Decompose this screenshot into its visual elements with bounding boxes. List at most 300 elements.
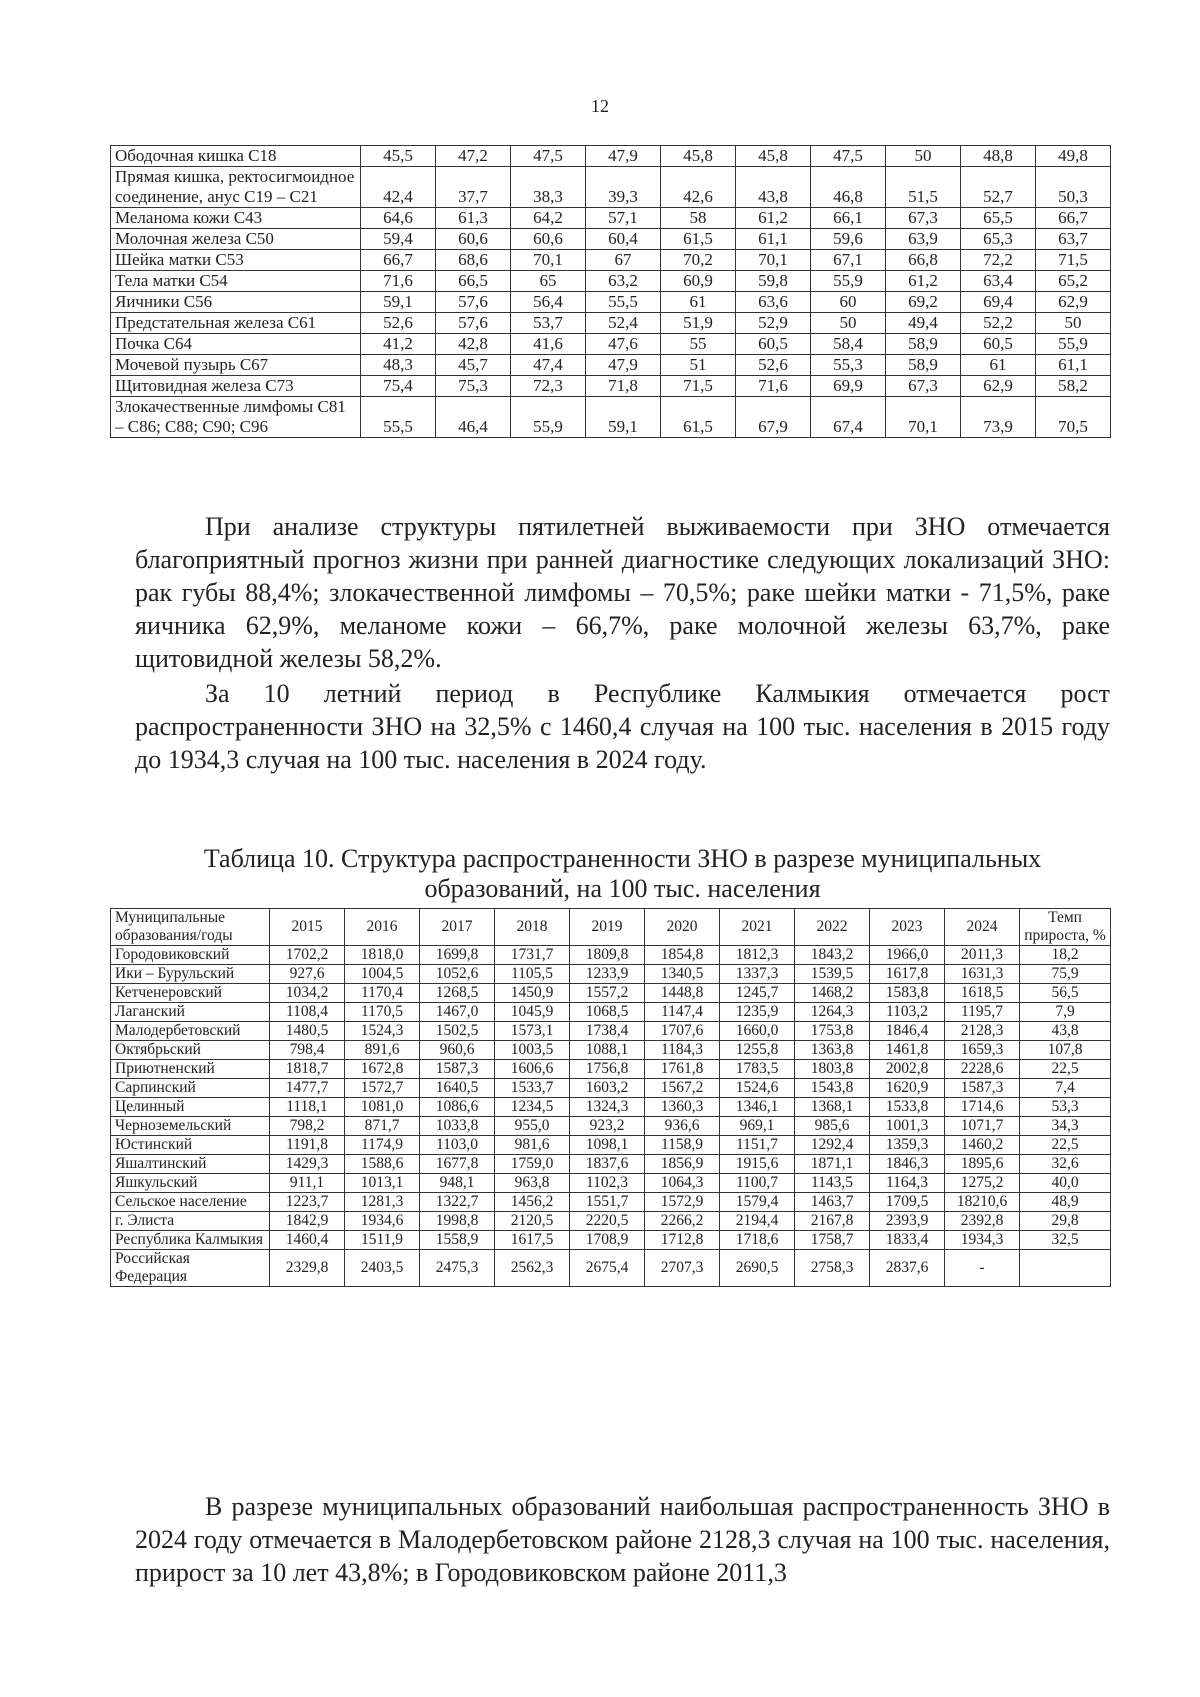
table-cell: 52,6: [361, 313, 436, 334]
table-cell: 1714,6: [945, 1098, 1020, 1117]
table-cell: 1103,2: [870, 1003, 945, 1022]
table-cell: 45,5: [361, 146, 436, 167]
table-cell: 1143,5: [795, 1174, 870, 1193]
table-cell: 67,1: [811, 250, 886, 271]
table-cell: 47,5: [511, 146, 586, 167]
table-cell: 1966,0: [870, 946, 945, 965]
table-cell: 1235,9: [720, 1003, 795, 1022]
table-cell: 34,3: [1020, 1117, 1111, 1136]
table-cell: 1184,3: [645, 1041, 720, 1060]
table-cell: 61: [961, 355, 1036, 376]
table-cell: 61: [661, 292, 736, 313]
table-cell: 1587,3: [945, 1079, 1020, 1098]
table-cell: 55,3: [811, 355, 886, 376]
table-cell: 61,1: [736, 229, 811, 250]
table-cell: 50: [886, 146, 961, 167]
table-cell: 22,5: [1020, 1060, 1111, 1079]
table-cell: 1102,3: [570, 1174, 645, 1193]
table-cell: 63,4: [961, 271, 1036, 292]
row-label: Городовиковский: [111, 946, 270, 965]
table-cell: 1606,6: [495, 1060, 570, 1079]
table-cell: 67,4: [811, 397, 886, 438]
table-cell: 53,7: [511, 313, 586, 334]
table-cell: 1934,3: [945, 1231, 1020, 1250]
table-cell: 891,6: [345, 1041, 420, 1060]
table-cell: 55,5: [586, 292, 661, 313]
row-label: Почка С64: [111, 334, 361, 355]
table-cell: 58,9: [886, 334, 961, 355]
table-cell: 48,3: [361, 355, 436, 376]
table-cell: 1759,0: [495, 1155, 570, 1174]
table-cell: 1572,7: [345, 1079, 420, 1098]
table-cell: 1013,1: [345, 1174, 420, 1193]
table-row: [111, 1250, 1111, 1287]
table-cell: 63,9: [886, 229, 961, 250]
table-cell: 64,2: [511, 208, 586, 229]
table-cell: 1003,5: [495, 1041, 570, 1060]
table-cell: 1631,3: [945, 965, 1020, 984]
table-cell: 45,8: [661, 146, 736, 167]
table-cell: 2562,3: [495, 1250, 570, 1287]
table-cell: 75,9: [1020, 965, 1111, 984]
table-cell: 1677,8: [420, 1155, 495, 1174]
row-label: Ики – Бурульский: [111, 965, 270, 984]
table-cell: 1738,4: [570, 1022, 645, 1041]
table-cell: 55,9: [511, 397, 586, 438]
table-cell: 67,3: [886, 376, 961, 397]
table-row: [111, 1041, 1111, 1060]
table-cell: 1640,5: [420, 1079, 495, 1098]
table-cell: 66,5: [436, 271, 511, 292]
table-cell: 1363,8: [795, 1041, 870, 1060]
prevalence-paragraph-text: За 10 летний период в Республике Калмыкия отмечается рост распространенности ЗНО на 32,5% с 1460,4 случая на 100 тыс. населения в 2015 году до 1934,3 случая на 100 тыс. населения в 2024 году.: [135, 679, 1110, 774]
table-row: [111, 1155, 1111, 1174]
table-cell: 60,5: [961, 334, 1036, 355]
table-cell: 1324,3: [570, 1098, 645, 1117]
table-cell: 66,7: [1036, 208, 1111, 229]
table-cell: 39,3: [586, 167, 661, 208]
table-cell: 1617,8: [870, 965, 945, 984]
row-label: г. Элиста: [111, 1212, 270, 1231]
table-row: [111, 229, 1111, 250]
table-cell: 60: [811, 292, 886, 313]
table-cell: 981,6: [495, 1136, 570, 1155]
table-cell: 1052,6: [420, 965, 495, 984]
table-cell: 75,4: [361, 376, 436, 397]
table-cell: 7,9: [1020, 1003, 1111, 1022]
row-label: Целинный: [111, 1098, 270, 1117]
row-label: Сельское население: [111, 1193, 270, 1212]
table-cell: 51: [661, 355, 736, 376]
table-cell: 67,3: [886, 208, 961, 229]
table-cell: 1346,1: [720, 1098, 795, 1117]
table-cell: 1264,3: [795, 1003, 870, 1022]
table-cell: 41,2: [361, 334, 436, 355]
table-cell: 1812,3: [720, 946, 795, 965]
table-cell: 2167,8: [795, 1212, 870, 1231]
table-cell: 1998,8: [420, 1212, 495, 1231]
table-cell: 1915,6: [720, 1155, 795, 1174]
table-cell: 32,5: [1020, 1231, 1111, 1250]
table-cell: 60,6: [436, 229, 511, 250]
table-cell: 1103,0: [420, 1136, 495, 1155]
table-cell: 51,5: [886, 167, 961, 208]
table-row: [111, 1117, 1111, 1136]
table-cell: 50,3: [1036, 167, 1111, 208]
row-label: Яшалтинский: [111, 1155, 270, 1174]
table-cell: 1068,5: [570, 1003, 645, 1022]
row-label: Яшкульский: [111, 1174, 270, 1193]
table-cell: 73,9: [961, 397, 1036, 438]
table-cell: 43,8: [736, 167, 811, 208]
row-label: Шейка матки С53: [111, 250, 361, 271]
table-cell: 60,6: [511, 229, 586, 250]
table-cell: 1718,6: [720, 1231, 795, 1250]
table-cell: 42,6: [661, 167, 736, 208]
table-cell: 1460,2: [945, 1136, 1020, 1155]
table-cell: 798,4: [270, 1041, 345, 1060]
table-row: [111, 250, 1111, 271]
table-cell: 56,4: [511, 292, 586, 313]
table-cell: 69,9: [811, 376, 886, 397]
table-cell: 1842,9: [270, 1212, 345, 1231]
table-cell: 1783,5: [720, 1060, 795, 1079]
table-cell: 42,8: [436, 334, 511, 355]
table-cell: 70,1: [886, 397, 961, 438]
table-cell: 52,2: [961, 313, 1036, 334]
table-row: [111, 292, 1111, 313]
table-cell: [1020, 1250, 1111, 1287]
table-cell: 47,9: [586, 146, 661, 167]
table-cell: 969,1: [720, 1117, 795, 1136]
table-cell: 1281,3: [345, 1193, 420, 1212]
row-label: Лаганский: [111, 1003, 270, 1022]
table-cell: 55,9: [1036, 334, 1111, 355]
table-cell: 1360,3: [645, 1098, 720, 1117]
table-cell: 1588,6: [345, 1155, 420, 1174]
table-cell: 69,4: [961, 292, 1036, 313]
table-row: [111, 313, 1111, 334]
row-label: Щитовидная железа С73: [111, 376, 361, 397]
table-cell: 2011,3: [945, 946, 1020, 965]
table-cell: 59,8: [736, 271, 811, 292]
table-cell: 1524,3: [345, 1022, 420, 1041]
column-header: 2017: [420, 909, 495, 946]
table-cell: 1195,7: [945, 1003, 1020, 1022]
table-cell: 1268,5: [420, 984, 495, 1003]
table-cell: 1707,6: [645, 1022, 720, 1041]
table-cell: 32,6: [1020, 1155, 1111, 1174]
table-row: [111, 167, 1111, 208]
table-row: [111, 1174, 1111, 1193]
row-label: Меланома кожи С43: [111, 208, 361, 229]
table-cell: 963,8: [495, 1174, 570, 1193]
table-cell: 1551,7: [570, 1193, 645, 1212]
table-cell: 2220,5: [570, 1212, 645, 1231]
table-cell: 1620,9: [870, 1079, 945, 1098]
table-cell: 70,2: [661, 250, 736, 271]
table-cell: 1818,7: [270, 1060, 345, 1079]
table-cell: 45,8: [736, 146, 811, 167]
table-cell: 1448,8: [645, 984, 720, 1003]
table-cell: 18210,6: [945, 1193, 1020, 1212]
table-cell: 57,1: [586, 208, 661, 229]
table-cell: 1337,3: [720, 965, 795, 984]
table-cell: 65,2: [1036, 271, 1111, 292]
table-cell: 1856,9: [645, 1155, 720, 1174]
row-label: Злокачественные лимфомы С81 – С86; С88; С90; С96: [111, 397, 361, 438]
table-cell: 1322,7: [420, 1193, 495, 1212]
table-cell: 1539,5: [795, 965, 870, 984]
table-cell: 61,5: [661, 229, 736, 250]
table-cell: 46,4: [436, 397, 511, 438]
table-cell: 47,9: [586, 355, 661, 376]
table-cell: 1100,7: [720, 1174, 795, 1193]
table-cell: 1731,7: [495, 946, 570, 965]
table-cell: -: [945, 1250, 1020, 1287]
table-row: [111, 208, 1111, 229]
row-label: Октябрьский: [111, 1041, 270, 1060]
table-cell: 1105,5: [495, 965, 570, 984]
table-cell: 2266,2: [645, 1212, 720, 1231]
table-row: [111, 965, 1111, 984]
municipal-paragraph-text: В разрезе муниципальных образований наибольшая распространенность ЗНО в 2024 году отмечается в Малодербетовском районе 2128,3 случая на 100 тыс. населения, прирост за 10 лет 43,8%; в Городовиковском районе 2011,3: [135, 1492, 1110, 1587]
table-row: [111, 397, 1111, 438]
table-cell: 2002,8: [870, 1060, 945, 1079]
table-cell: 1809,8: [570, 946, 645, 965]
table-row: [111, 146, 1111, 167]
row-label: Предстательная железа С61: [111, 313, 361, 334]
table-cell: 2392,8: [945, 1212, 1020, 1231]
table-cell: 71,5: [1036, 250, 1111, 271]
table-cell: 1460,4: [270, 1231, 345, 1250]
table-cell: 56,5: [1020, 984, 1111, 1003]
table-cell: 52,6: [736, 355, 811, 376]
table-cell: 2393,9: [870, 1212, 945, 1231]
table-cell: 2228,6: [945, 1060, 1020, 1079]
table-cell: 1071,7: [945, 1117, 1020, 1136]
table-cell: 1511,9: [345, 1231, 420, 1250]
table-cell: 1837,6: [570, 1155, 645, 1174]
table-cell: 1702,2: [270, 946, 345, 965]
table-cell: 42,4: [361, 167, 436, 208]
survival-paragraph: [135, 510, 1110, 675]
row-label: Ободочная кишка С18: [111, 146, 361, 167]
table-row: [111, 376, 1111, 397]
table-cell: 1524,6: [720, 1079, 795, 1098]
table-cell: 72,2: [961, 250, 1036, 271]
table-cell: 52,4: [586, 313, 661, 334]
table-cell: 1477,7: [270, 1079, 345, 1098]
table-cell: 70,1: [736, 250, 811, 271]
table-cell: 2475,3: [420, 1250, 495, 1287]
row-label: Российская Федерация: [111, 1250, 270, 1287]
table-cell: 59,4: [361, 229, 436, 250]
table-cell: 1567,2: [645, 1079, 720, 1098]
table-cell: 50: [811, 313, 886, 334]
table-cell: 65: [511, 271, 586, 292]
table-cell: 1572,9: [645, 1193, 720, 1212]
column-header: 2019: [570, 909, 645, 946]
row-label: Прямая кишка, ректосигмоидное соединение, анус С19 – С21: [111, 167, 361, 208]
table-cell: 1533,8: [870, 1098, 945, 1117]
table-cell: 61,2: [886, 271, 961, 292]
table-cell: 1708,9: [570, 1231, 645, 1250]
row-label: Республика Калмыкия: [111, 1231, 270, 1250]
table-cell: 1543,8: [795, 1079, 870, 1098]
table-cell: 59,6: [811, 229, 886, 250]
table-cell: 1292,4: [795, 1136, 870, 1155]
table-cell: 1450,9: [495, 984, 570, 1003]
table-cell: 1174,9: [345, 1136, 420, 1155]
table-cell: 72,3: [511, 376, 586, 397]
table-cell: 66,8: [886, 250, 961, 271]
table-cell: 1033,8: [420, 1117, 495, 1136]
table-cell: 1618,5: [945, 984, 1020, 1003]
table-cell: 51,9: [661, 313, 736, 334]
table-cell: 927,6: [270, 965, 345, 984]
column-header: 2018: [495, 909, 570, 946]
table-cell: 63,7: [1036, 229, 1111, 250]
row-label: Приютненский: [111, 1060, 270, 1079]
table-cell: 1709,5: [870, 1193, 945, 1212]
table-cell: 1467,0: [420, 1003, 495, 1022]
table-cell: 1147,4: [645, 1003, 720, 1022]
table-cell: 38,3: [511, 167, 586, 208]
table-cell: 2758,3: [795, 1250, 870, 1287]
table-row: [111, 1231, 1111, 1250]
table-caption: Таблица 10. Структура распространенности ЗНО в разрезе муниципальных образований, на 100 тыс. населения: [203, 844, 1042, 903]
table-cell: 1001,3: [870, 1117, 945, 1136]
table-cell: 46,8: [811, 167, 886, 208]
table-cell: 55,9: [811, 271, 886, 292]
row-label: Молочная железа С50: [111, 229, 361, 250]
table-cell: 50: [1036, 313, 1111, 334]
table-cell: 1761,8: [645, 1060, 720, 1079]
table-cell: 62,9: [1036, 292, 1111, 313]
table-cell: 1461,8: [870, 1041, 945, 1060]
table-cell: 1502,5: [420, 1022, 495, 1041]
table-row: [111, 1212, 1111, 1231]
table-cell: 1573,1: [495, 1022, 570, 1041]
table-cell: 1233,9: [570, 965, 645, 984]
table-cell: 29,8: [1020, 1212, 1111, 1231]
table-cell: 2329,8: [270, 1250, 345, 1287]
table-row: [111, 334, 1111, 355]
table-row: [111, 1003, 1111, 1022]
table-cell: 1846,4: [870, 1022, 945, 1041]
survival-table: [110, 145, 1111, 438]
row-label: Малодербетовский: [111, 1022, 270, 1041]
table-cell: 49,4: [886, 313, 961, 334]
table-cell: 2707,3: [645, 1250, 720, 1287]
row-label: Кетченеровский: [111, 984, 270, 1003]
table-cell: 923,2: [570, 1117, 645, 1136]
table-row: [111, 1098, 1111, 1117]
table-cell: 22,5: [1020, 1136, 1111, 1155]
table-cell: 47,4: [511, 355, 586, 376]
table-cell: 53,3: [1020, 1098, 1111, 1117]
municipal-paragraph: [135, 1490, 1110, 1589]
table-cell: 955,0: [495, 1117, 570, 1136]
table-cell: 1843,2: [795, 946, 870, 965]
table-cell: 1583,8: [870, 984, 945, 1003]
table-cell: 1340,5: [645, 965, 720, 984]
column-header: 2015: [270, 909, 345, 946]
row-label: Тела матки С54: [111, 271, 361, 292]
table-cell: 936,6: [645, 1117, 720, 1136]
table-cell: 1245,7: [720, 984, 795, 1003]
table-cell: 2675,4: [570, 1250, 645, 1287]
row-label: Сарпинский: [111, 1079, 270, 1098]
table-cell: 1191,8: [270, 1136, 345, 1155]
row-label: Яичники С56: [111, 292, 361, 313]
table-cell: 63,6: [736, 292, 811, 313]
table-cell: 41,6: [511, 334, 586, 355]
table-cell: 1803,8: [795, 1060, 870, 1079]
table-cell: 1223,7: [270, 1193, 345, 1212]
table-cell: 1368,1: [795, 1098, 870, 1117]
table-cell: 1098,1: [570, 1136, 645, 1155]
table-cell: 61,3: [436, 208, 511, 229]
table-cell: 1034,2: [270, 984, 345, 1003]
table-cell: 52,7: [961, 167, 1036, 208]
table-cell: 1164,3: [870, 1174, 945, 1193]
table-cell: 1699,8: [420, 946, 495, 965]
table-cell: 62,9: [961, 376, 1036, 397]
table-cell: 1275,2: [945, 1174, 1020, 1193]
survival-paragraph-text: При анализе структуры пятилетней выживаемости при ЗНО отмечается благоприятный прогноз жизни при ранней диагностике следующих локализаций ЗНО: рак губы 88,4%; злокачественной лимфомы – 70,5%; раке шейки матки - 71,5%, раке яичника 62,9%, меланоме кожи – 66,7%, раке молочной железы 63,7%, раке щитовидной железы 58,2%.: [135, 512, 1110, 673]
table-cell: 69,2: [886, 292, 961, 313]
table-cell: 71,8: [586, 376, 661, 397]
table-cell: 2128,3: [945, 1022, 1020, 1041]
table-cell: 49,8: [1036, 146, 1111, 167]
table-cell: 1004,5: [345, 965, 420, 984]
table-cell: 1659,3: [945, 1041, 1020, 1060]
table-cell: 58: [661, 208, 736, 229]
column-header: 2020: [645, 909, 720, 946]
table-cell: 948,1: [420, 1174, 495, 1193]
table-cell: 1533,7: [495, 1079, 570, 1098]
table-cell: 70,5: [1036, 397, 1111, 438]
table-cell: 70,1: [511, 250, 586, 271]
table-cell: 1895,6: [945, 1155, 1020, 1174]
table-cell: 1255,8: [720, 1041, 795, 1060]
table-cell: 1660,0: [720, 1022, 795, 1041]
table-cell: 1118,1: [270, 1098, 345, 1117]
table-cell: 7,4: [1020, 1079, 1111, 1098]
table-row: [111, 1136, 1111, 1155]
table-row: [111, 1193, 1111, 1212]
table-cell: 1429,3: [270, 1155, 345, 1174]
table-cell: 58,2: [1036, 376, 1111, 397]
table-cell: 55,5: [361, 397, 436, 438]
table-cell: 65,5: [961, 208, 1036, 229]
table-cell: 1758,7: [795, 1231, 870, 1250]
table-cell: 1081,0: [345, 1098, 420, 1117]
table-cell: 1359,3: [870, 1136, 945, 1155]
table-cell: 47,5: [811, 146, 886, 167]
table-cell: 1480,5: [270, 1022, 345, 1041]
table-cell: 1818,0: [345, 946, 420, 965]
column-header: 2024: [945, 909, 1020, 946]
table-cell: 1234,5: [495, 1098, 570, 1117]
table-cell: 985,6: [795, 1117, 870, 1136]
table-cell: 1456,2: [495, 1193, 570, 1212]
table-row: [111, 1022, 1111, 1041]
table-cell: 57,6: [436, 292, 511, 313]
table-cell: 107,8: [1020, 1041, 1111, 1060]
